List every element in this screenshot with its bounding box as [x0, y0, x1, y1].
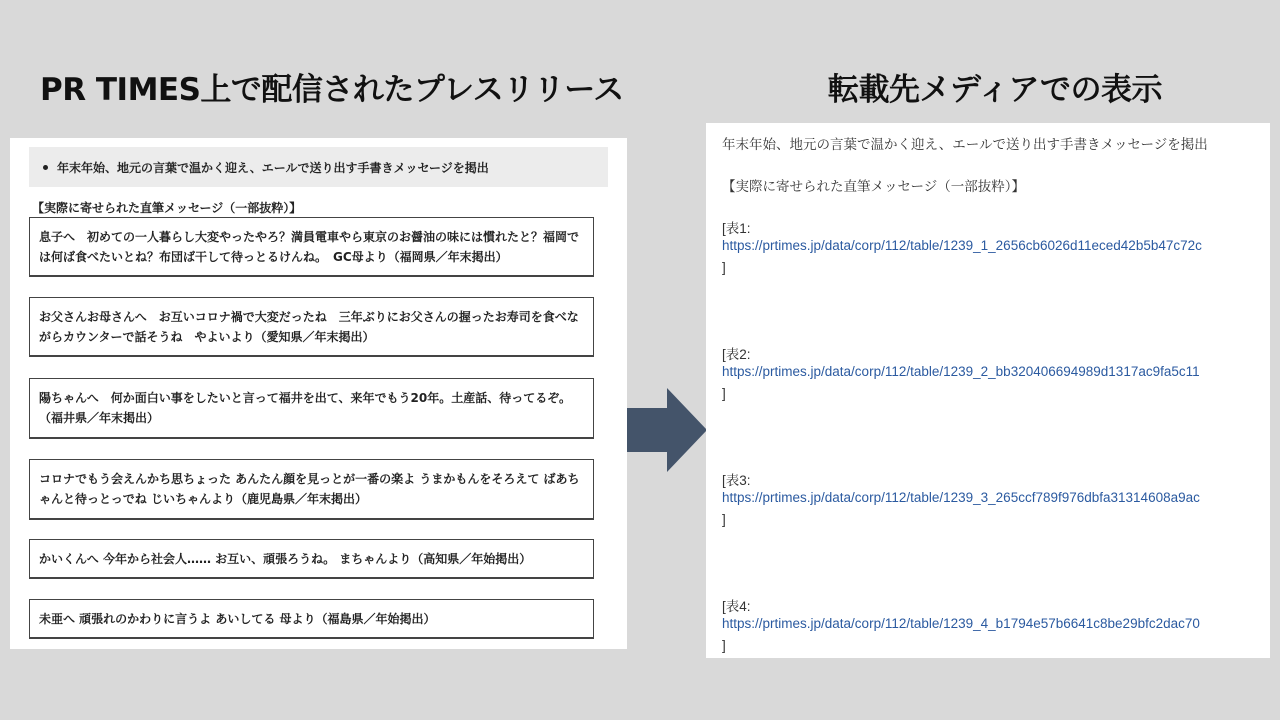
- table-3-label: [表3:: [722, 473, 751, 488]
- section-label-right: 【実際に寄せられた直筆メッセージ（一部抜粋）】: [722, 179, 1025, 194]
- message-text: かいくんへ 今年から社会人…… お互い、頑張ろうね。 まちゃんより（高知県／年始掲出）: [39, 551, 532, 566]
- table-4-label: [表4:: [722, 599, 751, 614]
- bullet-text: 年末年始、地元の言葉で温かく迎え、エールで送り出す手書きメッセージを掲出: [57, 160, 489, 175]
- message-text: 未亜へ 頑張れのかわりに言うよ あいしてる 母より（福島県／年始掲出）: [39, 611, 436, 626]
- table-1-close: ]: [722, 260, 726, 275]
- table-2-close: ]: [722, 386, 726, 401]
- table-3-link[interactable]: https://prtimes.jp/data/corp/112/table/1239_3_265ccf789f976dbfa31314608a9ac: [722, 490, 1200, 505]
- table-4-link[interactable]: https://prtimes.jp/data/corp/112/table/1239_4_b1794e57b6641c8be29bfc2dac70: [722, 616, 1200, 631]
- table-4-close: ]: [722, 638, 726, 653]
- media-display-panel: [706, 123, 1270, 658]
- press-release-panel: [10, 138, 627, 649]
- message-text: コロナでもう会えんかち思ちょった あんたん顔を見っとが一番の楽よ うまかもんをそろえて ばあちゃんと待っとっでね じいちゃんより（鹿児島県／年末掲出）: [39, 472, 580, 506]
- table-1-label: [表1:: [722, 221, 751, 236]
- table-2-link[interactable]: https://prtimes.jp/data/corp/112/table/1239_2_bb320406694989d1317ac9fa5c11: [722, 364, 1200, 379]
- message-text: お父さんお母さんへ お互いコロナ禍で大変だったね 三年ぶりにお父さんの握ったお寿司を食べながらカウンターで話そうね やよいより（愛知県／年末掲出）: [39, 309, 579, 344]
- message-box-2: [29, 297, 594, 357]
- table-3-close: ]: [722, 512, 726, 527]
- section-label: 【実際に寄せられた直筆メッセージ（一部抜粋）】: [32, 201, 302, 215]
- bullet-dot-icon: [43, 165, 48, 170]
- bullet-box: [29, 147, 608, 187]
- table-1-link[interactable]: https://prtimes.jp/data/corp/112/table/1239_1_2656cb6026d11eced42b5b47c72c: [722, 238, 1202, 253]
- right-arrow-icon: [627, 388, 707, 472]
- intro-text: 年末年始、地元の言葉で温かく迎え、エールで送り出す手書きメッセージを掲出: [722, 137, 1208, 152]
- right-heading: 転載先メディアでの表示: [828, 72, 1162, 108]
- message-box-1: [29, 217, 594, 277]
- message-box-3: [29, 378, 594, 439]
- message-box-4: [29, 459, 594, 520]
- message-box-6: [29, 599, 594, 639]
- message-text: 陽ちゃんへ 何か面白い事をしたいと言って福井を出て、来年でもう20年。土産話、待ってるぞ。（福井県／年末掲出）: [39, 391, 571, 425]
- message-text: 息子へ 初めての一人暮らし大変やったやろ？満員電車やら東京のお醤油の味には慣れたと？福岡では何ば食べたいとね？布団ば干して待っとるけんね。 GC母より（福岡県／年末掲出）: [39, 229, 580, 264]
- table-2-label: [表2:: [722, 347, 751, 362]
- left-heading: PR TIMES上で配信されたプレスリリース: [40, 72, 624, 108]
- message-box-5: [29, 539, 594, 579]
